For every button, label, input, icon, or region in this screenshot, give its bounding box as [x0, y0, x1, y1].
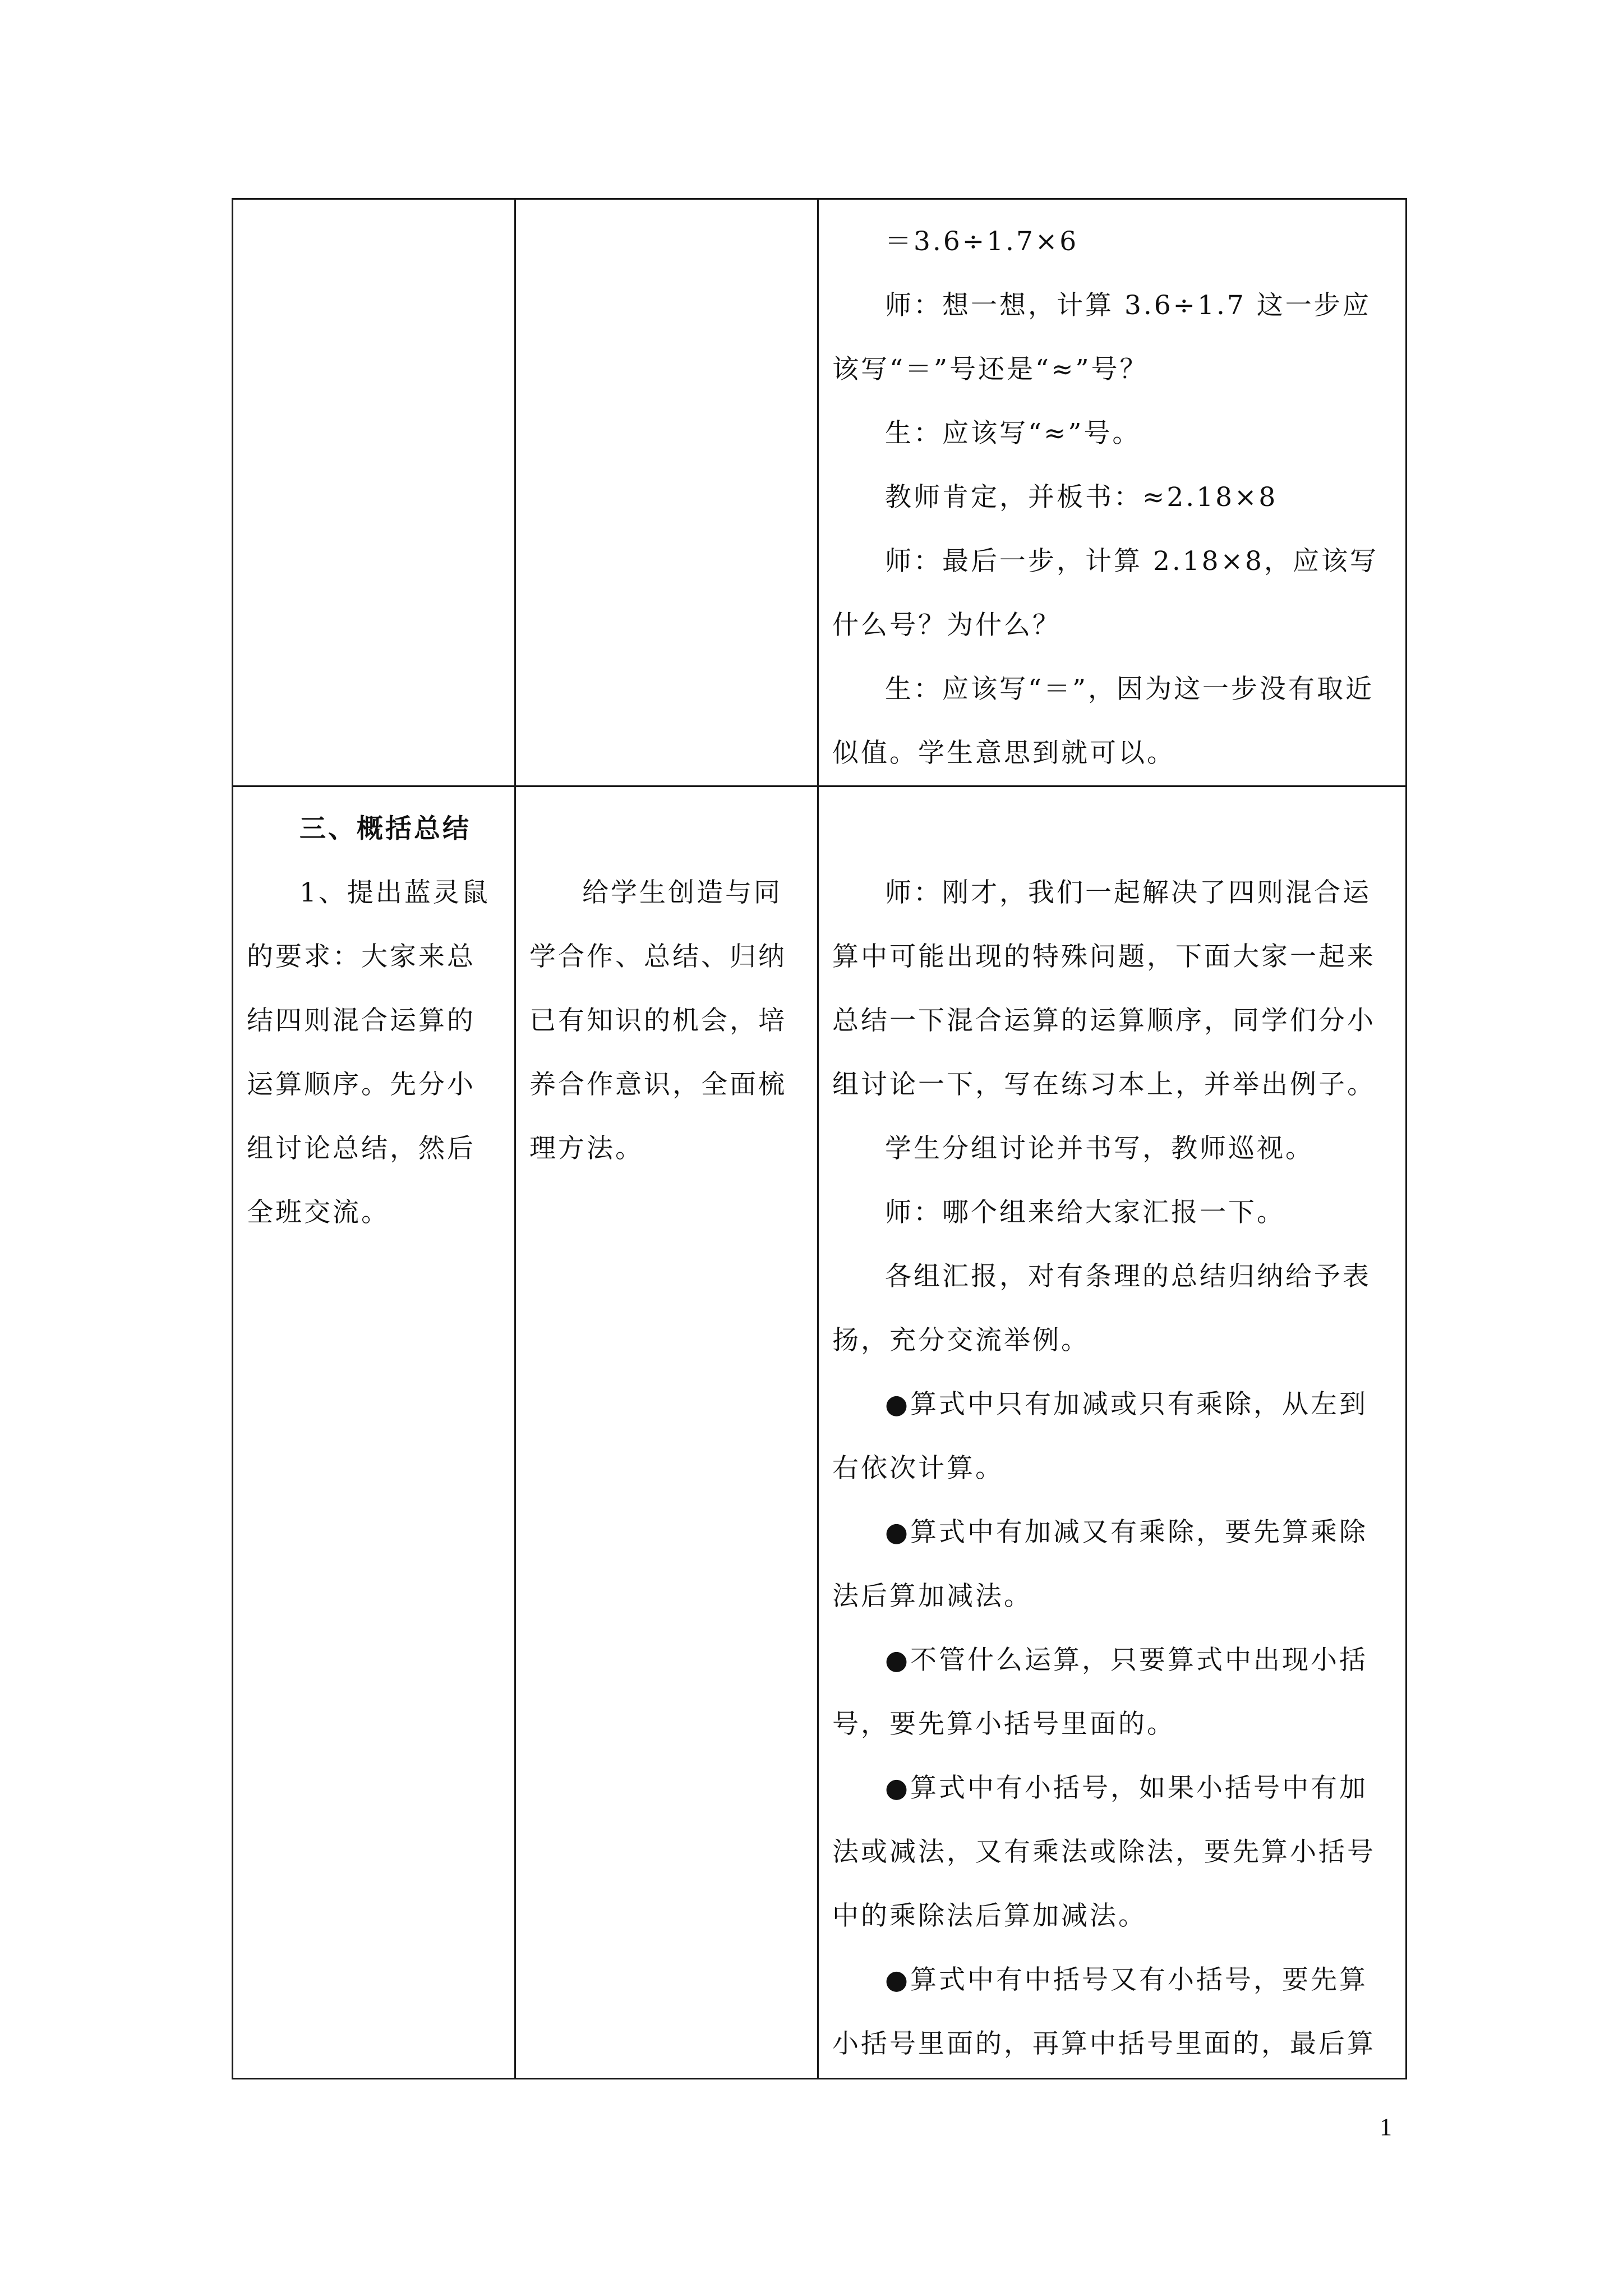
spacer	[529, 797, 804, 861]
process-line: 师：最后一步，计算 2.18×8，应该写什么号？为什么？	[832, 546, 1378, 641]
design-intent: 给学生创造与同学合作、总结、归纳已有知识的机会，培养合作意识，全面梳理方法。	[529, 877, 787, 1164]
table-cell-process	[818, 786, 1407, 2079]
spacer	[832, 797, 1392, 861]
table-cell-step	[233, 786, 515, 2079]
process-line: ●算式中有中括号又有小括号，要先算小括号里面的，再算中括号里面的，最后算	[832, 1964, 1376, 2059]
process-line: 学生分组讨论并书写，教师巡视。	[885, 1133, 1314, 1164]
process-line: 教师肯定，并板书：≈2.18×8	[885, 482, 1278, 513]
table-cell-intent	[515, 786, 818, 2079]
table-cell-process	[818, 199, 1407, 786]
process-line: 师：哪个组来给大家汇报一下。	[885, 1197, 1285, 1228]
process-line: 生：应该写“＝”，因为这一步没有取近似值。学生意思到就可以。	[832, 674, 1375, 769]
table-row	[233, 199, 1407, 786]
page-number: 1	[1380, 2113, 1392, 2141]
process-line: 师：刚才，我们一起解决了四则混合运算中可能出现的特殊问题，下面大家一起来总结一下混合运算的运算顺序，同学们分小组讨论一下，写在练习本上，并举出例子。	[832, 877, 1376, 1100]
process-line: 师：想一想，计算 3.6÷1.7 这一步应该写“＝”号还是“≈”号？	[832, 290, 1371, 385]
step-description: 1、提出蓝灵鼠的要求：大家来总结四则混合运算的运算顺序。先分小组讨论总结，然后全班交流。	[247, 877, 490, 1228]
table-cell-step	[233, 199, 515, 786]
process-line: ＝3.6÷1.7×6	[885, 226, 1079, 257]
process-line: 各组汇报，对有条理的总结归纳给予表扬，充分交流举例。	[832, 1261, 1371, 1356]
process-line: ●不管什么运算，只要算式中出现小括号，要先算小括号里面的。	[832, 1645, 1368, 1740]
table-row	[233, 786, 1407, 2079]
process-line: ●算式中有加减又有乘除，要先算乘除法后算加减法。	[832, 1517, 1368, 1612]
section-heading: 三、概括总结	[299, 813, 471, 844]
lesson-plan-table	[232, 198, 1407, 2079]
process-line: 生：应该写“≈”号。	[885, 418, 1141, 449]
process-line: ●算式中有小括号，如果小括号中有加法或减法，又有乘法或除法，要先算小括号中的乘除法后算加减法。	[832, 1773, 1376, 1931]
process-line: ●算式中只有加减或只有乘除，从左到右依次计算。	[832, 1389, 1368, 1484]
table-cell-intent	[515, 199, 818, 786]
